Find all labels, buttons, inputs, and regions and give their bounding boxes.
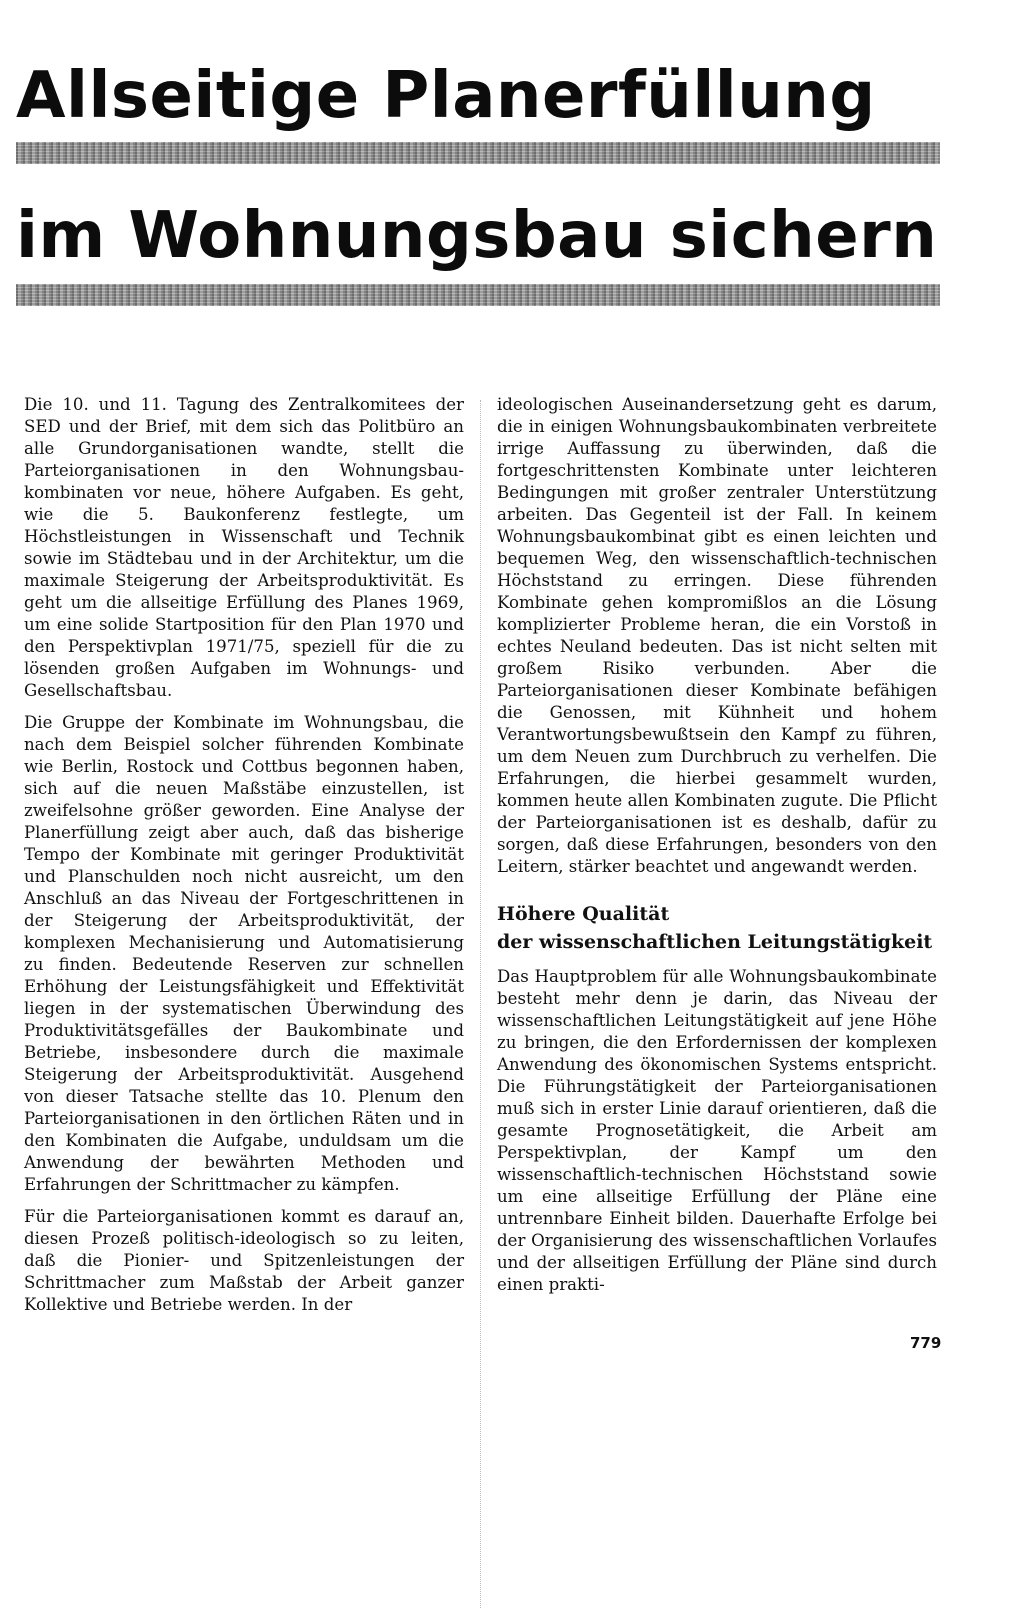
- section-heading: [497, 900, 937, 956]
- paragraph: Die 10. und 11. Tagung des Zentralkomitees der SED und der Brief, mit dem sich das Politbüro an alle Grundorganisationen wandte, stellt die Parteiorganisationen in den Wohnungsbaukombinaten vor neue, höhere Aufgaben. Es geht, wie die 5. Baukonferenz festlegte, um Höchstleistungen in Wissenschaft und Technik sowie im Städtebau und in der Architektur, um die maximale Steigerung der Arbeitsproduktivität. Es geht um die allseitige Erfüllung des Planes 1969, um eine solide Startposition für den Plan 1970 und den Perspektivplan 1971/75, speziell für die zu lösenden großen Aufgaben im Wohnungs- und Gesellschaftsbau.: [24, 395, 464, 700]
- left-column: [24, 394, 464, 1326]
- paragraph: Das Hauptproblem für alle Wohnungsbaukombinate besteht mehr denn je darin, das Niveau der wissenschaftlichen Leitungstätigkeit auf jene Höhe zu bringen, die den Erfordernissen der komplexen Anwendung des ökonomischen Systems entspricht. Die Führungstätigkeit der Parteiorganisationen muß sich in erster Linie darauf orientieren, daß die gesamte Prognosetätigkeit, die Arbeit am Perspektivplan, der Kampf um den wissenschaftlich-technischen Höchststand sowie um eine allseitige Erfüllung der Pläne eine untrennbare Einheit bilden. Dauerhafte Erfolge bei der Organisierung des wissenschaftlichen Vorlaufes und der allseitigen Erfüllung der Pläne sind durch einen prakti-: [497, 967, 937, 1294]
- title-rule-1: [16, 142, 940, 164]
- section-heading-line-1: Höhere Qualität: [497, 903, 670, 925]
- paragraph: ideologischen Auseinandersetzung geht es darum, die in einigen Wohnungsbaukombinaten verbreitete irrige Auffassung zu überwinden, daß die fortgeschrittensten Kombinate unter leichteren Bedingungen mit großer zentraler Unterstützung arbeiten. Das Gegenteil ist der Fall. In keinem Wohnungsbaukombinat gibt es einen leichten und bequemen Weg, den wissenschaftlich-technischen Höchststand zu erringen. Diese führenden Kombinate gehen kompromißlos an die Lösung komplizierter Probleme heran, die ein Vorstoß in echtes Neuland bedeuten. Das ist nicht selten mit großem Risiko verbunden. Aber die Parteiorganisationen dieser Kombinate befähigen die Genossen, mit Kühnheit und hohem Verantwortungsbewußtsein den Kampf zu führen, um dem Neuen zum Durchbruch zu verhelfen. Die Erfahrungen, die hierbei gesammelt wurden, kommen heute allen Kombinaten zugute. Die Pflicht der Parteiorganisationen ist es deshalb, dafür zu sorgen, daß diese Erfahrungen, besonders von den Leitern, stärker beachtet und angewandt werden.: [497, 395, 937, 876]
- paragraph: Für die Parteiorganisationen kommt es darauf an, diesen Prozeß politisch-ideologisch so zu leiten, daß die Pionier- und Spitzenleistungen der Schrittmacher zum Maßstab der Arbeit ganzer Kollektive und Betriebe werden. In der: [24, 1207, 464, 1314]
- title-rule-2: [16, 284, 940, 306]
- page-title-line-2: im Wohnungsbau sichern: [16, 199, 938, 273]
- page-number: 779: [910, 1334, 942, 1352]
- right-column: [497, 394, 937, 1306]
- page-title-line-1: Allseitige Planerfüllung: [16, 59, 876, 133]
- section-heading-line-2: der wissenschaftlichen Leitungstätigkeit: [497, 931, 933, 953]
- paragraph: Die Gruppe der Kombinate im Wohnungsbau, die nach dem Beispiel solcher führenden Kombinate wie Berlin, Rostock und Cottbus begonnen haben, sich auf die neuen Maßstäbe einzustellen, ist zweifelsohne größer geworden. Eine Analyse der Planerfüllung zeigt aber auch, daß das bisherige Tempo der Kombinate mit geringer Produktivität und Planschulden noch nicht ausreicht, um den Anschluß an das Niveau der Fortgeschrittenen in der Steigerung der Arbeitsproduktivität, der komplexen Mechanisierung und Automatisierung zu finden. Bedeutende Reserven zur schnellen Erhöhung der Leistungsfähigkeit und Effektivität liegen in der systematischen Überwindung des Produktivitätsgefälles der Baukombinate und Betriebe, insbesondere durch die maximale Steigerung der Arbeitsproduktivität. Ausgehend von dieser Tatsache stellte das 10. Plenum den Parteiorganisationen in den örtlichen Räten und in den Kombinaten die Aufgabe, unduldsam um die Anwendung der bewährten Methoden und Erfahrungen der Schrittmacher zu kämpfen.: [24, 713, 464, 1194]
- column-divider: [480, 400, 481, 1608]
